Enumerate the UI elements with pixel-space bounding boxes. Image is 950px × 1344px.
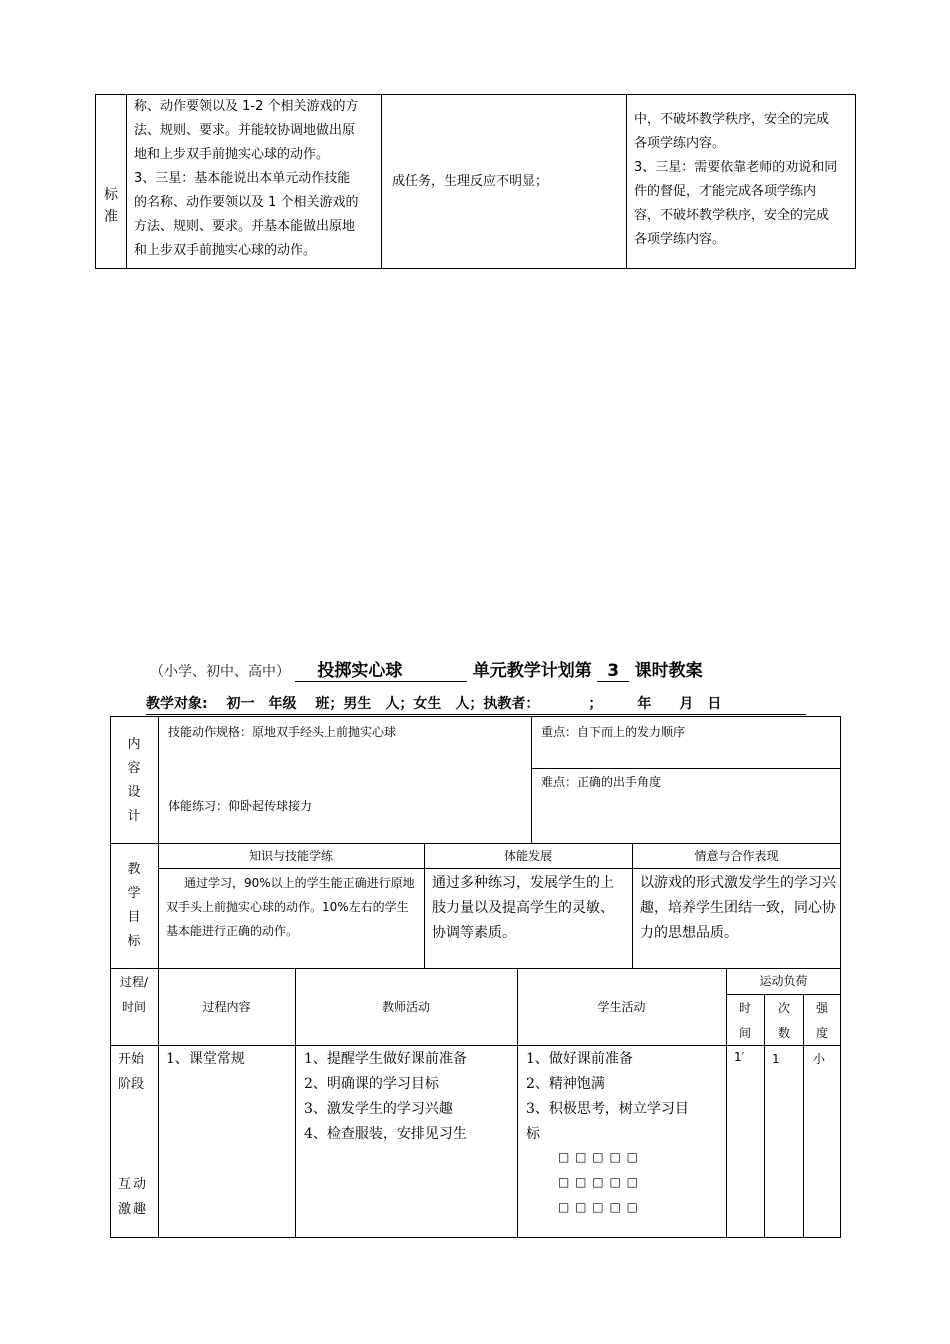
text-line: 法、规则、要求。并能较协调地做出原 xyxy=(134,123,356,138)
knowledge-objective: 通过学习，90%以上的学生能正确进行原地双手头上前抛实心球的动作。10%左右的学生基本能进行正确的动作。 xyxy=(166,876,415,938)
title-middle: 单元教学计划第 xyxy=(472,661,592,681)
header-affective: 情意与合作表现 xyxy=(694,849,779,863)
student-activity-item: 2、精神饱满 xyxy=(526,1076,605,1092)
teacher-activity-item: 1、提醒学生做好课前准备 xyxy=(304,1051,467,1067)
stage-interactive: 互动激趣 xyxy=(118,1177,149,1217)
text-line: 3、三星：基本能说出本单元动作技能 xyxy=(134,171,351,186)
teacher-activity-item: 2、明确课的学习目标 xyxy=(304,1076,439,1092)
text-line: 称、动作要领以及 1-2 个相关游戏的方 xyxy=(134,99,359,114)
stage-start: 开始阶段 xyxy=(118,1052,145,1092)
difficulty: 难点：正确的出手角度 xyxy=(541,775,662,789)
fitness-objective: 通过多种练习，发展学生的上肢力量以及提高学生的灵敏、协调等素质。 xyxy=(432,875,614,941)
standard-col1-text xyxy=(134,95,379,263)
text-line: 地和上步双手前抛实心球的动作。 xyxy=(134,147,330,162)
title-lesson-number: 3 xyxy=(597,661,629,682)
standard-col2-text: 成任务，生理反应不明显； xyxy=(392,174,549,189)
load-time: 1′ xyxy=(734,1050,745,1064)
text-line: 中，不破坏教学秩序，安全的完成 xyxy=(634,112,830,127)
load-intensity: 小 xyxy=(813,1052,826,1066)
title-topic: 投掷实心球 xyxy=(295,656,467,682)
objectives-label: 教学目标 xyxy=(127,862,141,949)
title-prefix: （小学、初中、高中） xyxy=(150,664,290,680)
teaching-info-line: 教学对象: 初一 年级 班；男生 人；女生 人；执教者： ； 年 月 日 xyxy=(146,694,806,715)
student-activity-item: 标 xyxy=(526,1126,540,1142)
header-content: 过程内容 xyxy=(202,1000,251,1014)
student-activities xyxy=(526,1047,724,1147)
key-point: 重点：自下而上的发力顺序 xyxy=(541,725,686,739)
text-line: 件的督促，才能完成各项学练内 xyxy=(634,184,817,199)
header-knowledge: 知识与技能学练 xyxy=(248,849,333,863)
teacher-activities xyxy=(304,1047,516,1147)
header-intensity: 强度 xyxy=(815,1001,828,1040)
header-student: 学生活动 xyxy=(597,1000,646,1014)
formation-row: □ □ □ □ □ xyxy=(558,1175,639,1189)
formation-row: □ □ □ □ □ xyxy=(558,1200,639,1214)
skill-spec: 技能动作规格：原地双手经头上前抛实心球 xyxy=(168,725,397,739)
student-activity-item: 1、做好课前准备 xyxy=(526,1051,633,1067)
fitness-practice: 体能练习：仰卧起传球接力 xyxy=(168,799,313,813)
header-fitness: 体能发展 xyxy=(503,849,552,863)
affective-objective: 以游戏的形式激发学生的学习兴趣，培养学生团结一致，同心协力的思想品质。 xyxy=(640,875,836,941)
standard-col3-text xyxy=(634,108,854,252)
text-line: 的名称、动作要领以及 1 个相关游戏的 xyxy=(134,195,359,210)
header-time: 时间 xyxy=(738,1001,751,1040)
teacher-activity-item: 4、检查服装，安排见习生 xyxy=(304,1126,467,1142)
process-content: 1、课堂常规 xyxy=(166,1051,245,1067)
header-stage-text: 过程/时间 xyxy=(119,975,149,1014)
student-activity-item: 3、积极思考，树立学习目 xyxy=(526,1101,689,1117)
text-line: 和上步双手前抛实心球的动作。 xyxy=(134,243,317,258)
formation-row: □ □ □ □ □ xyxy=(558,1150,639,1164)
load-count: 1 xyxy=(772,1052,780,1066)
teacher-activity-item: 3、激发学生的学习兴趣 xyxy=(304,1101,453,1117)
content-design-label: 内容设计 xyxy=(127,737,141,824)
text-line: 3、三星：需要依靠老师的劝说和同 xyxy=(634,160,838,175)
text-line: 各项学练内容。 xyxy=(634,136,726,151)
formation-diagram xyxy=(558,1145,678,1220)
header-teacher: 教师活动 xyxy=(381,1000,430,1014)
text-line: 各项学练内容。 xyxy=(634,232,726,247)
lesson-title xyxy=(150,656,810,682)
title-suffix: 课时教案 xyxy=(634,661,703,681)
text-line: 容，不破坏教学秩序，安全的完成 xyxy=(634,208,830,223)
text-line: 方法、规则、要求。并基本能做出原地 xyxy=(134,219,356,234)
header-stage xyxy=(112,970,156,1020)
header-load: 运动负荷 xyxy=(759,974,808,988)
row-label-standard: 标准 xyxy=(104,187,118,225)
header-count: 次数 xyxy=(777,1001,790,1040)
